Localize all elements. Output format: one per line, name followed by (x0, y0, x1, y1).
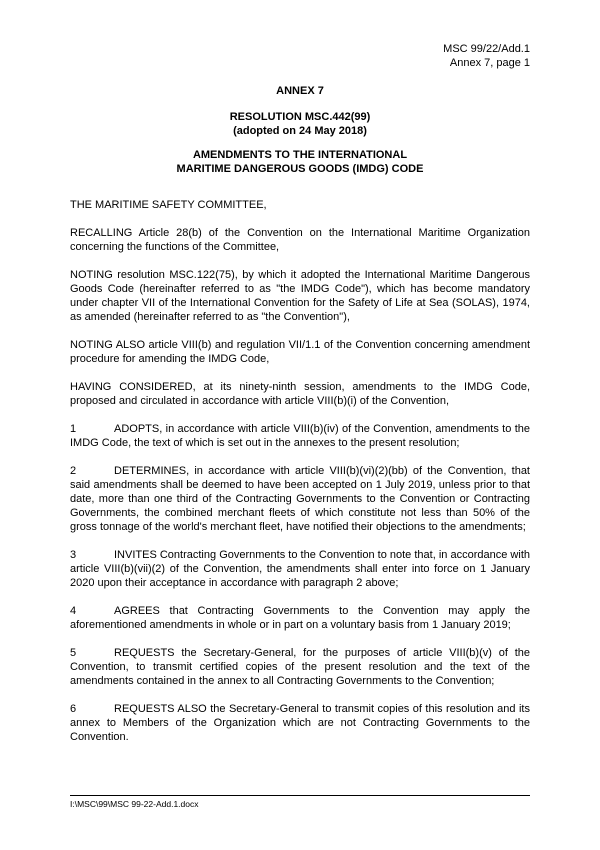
paragraph-text: DETERMINES, in accordance with article VIII(b)(vi)(2)(bb) of the Convention, that said amendments shall be deemed to have been accepted on 1 July 2019, unless prior to that date, more than one third of the Contracting Governments to the Convention or Contracting Governments, the combined merchant fleets of which constitute not less than 50% of the gross tonnage of the world's merchant fleet, have notified their objections to the amendments; (70, 465, 530, 533)
operative-paragraph-1 (70, 422, 530, 450)
annex-title: ANNEX 7 (276, 85, 324, 97)
paragraph-text: AGREES that Contracting Governments to the Convention may apply the aforementioned amendments in whole or in part on a voluntary basis from 1 January 2019; (70, 605, 530, 631)
page-ref: Annex 7, page 1 (449, 57, 530, 69)
resolution-body (70, 198, 530, 758)
amendments-title-line-2: MARITIME DANGEROUS GOODS (IMDG) CODE (176, 163, 424, 175)
amendments-title (70, 148, 530, 176)
committee-heading: THE MARITIME SAFETY COMMITTEE, (70, 199, 267, 211)
doc-ref: MSC 99/22/Add.1 (443, 43, 530, 55)
paragraph-text: ADOPTS, in accordance with article VIII(b)(iv) of the Convention, amendments to the IMDG Code, the text of which is set out in the annexes to the present resolution; (70, 423, 530, 449)
preamble-noting: NOTING resolution MSC.122(75), by which it adopted the International Maritime Dangerous Goods Code (hereinafter referred to as "the IMDG Code"), which has become mandatory under chapter VII of the International Convention for the Safety of Life at Sea (SOLAS), 1974, as amended (hereinafter referred to as "the Convention"), (70, 269, 530, 323)
footer-divider (70, 795, 530, 796)
preamble-noting-also: NOTING ALSO article VIII(b) and regulation VII/1.1 of the Convention concerning amendment procedure for amending the IMDG Code, (70, 339, 530, 365)
preamble-having-considered: HAVING CONSIDERED, at its ninety-ninth session, amendments to the IMDG Code, proposed and circulated in accordance with article VIII(b)(i) of the Convention, (70, 381, 530, 407)
operative-paragraph-3 (70, 548, 530, 590)
paragraph-number: 6 (70, 703, 77, 715)
footer-file-path: I:\MSC\99\MSC 99-22-Add.1.docx (70, 799, 199, 809)
document-reference (443, 42, 530, 70)
amendments-title-line-1: AMENDMENTS TO THE INTERNATIONAL (192, 149, 408, 161)
operative-paragraph-2 (70, 464, 530, 534)
operative-paragraph-5 (70, 646, 530, 688)
resolution-title (70, 110, 530, 138)
paragraph-text: REQUESTS the Secretary-General, for the purposes of article VIII(b)(v) of the Convention, to transmit certified copies of the present resolution and the text of the amendments contained in the annex to all Contracting Governments to the Convention; (70, 647, 530, 687)
paragraph-number: 1 (70, 423, 77, 435)
operative-paragraph-4 (70, 604, 530, 632)
paragraph-text: INVITES Contracting Governments to the Convention to note that, in accordance with article VIII(b)(vii)(2) of the Convention, the amendments shall enter into force on 1 January 2020 upon their acceptance in accordance with paragraph 2 above; (70, 549, 530, 589)
preamble-recalling: RECALLING Article 28(b) of the Convention on the International Maritime Organization concerning the functions of the Committee, (70, 227, 530, 253)
paragraph-number: 2 (70, 465, 77, 477)
paragraph-number: 5 (70, 647, 77, 659)
paragraph-number: 4 (70, 605, 77, 617)
paragraph-number: 3 (70, 549, 77, 561)
paragraph-text: REQUESTS ALSO the Secretary-General to transmit copies of this resolution and its annex to Members of the Organization which are not Contracting Governments to the Convention. (70, 703, 530, 743)
adoption-date: (adopted on 24 May 2018) (233, 125, 367, 137)
resolution-number: RESOLUTION MSC.442(99) (229, 111, 371, 123)
operative-paragraph-6 (70, 702, 530, 744)
